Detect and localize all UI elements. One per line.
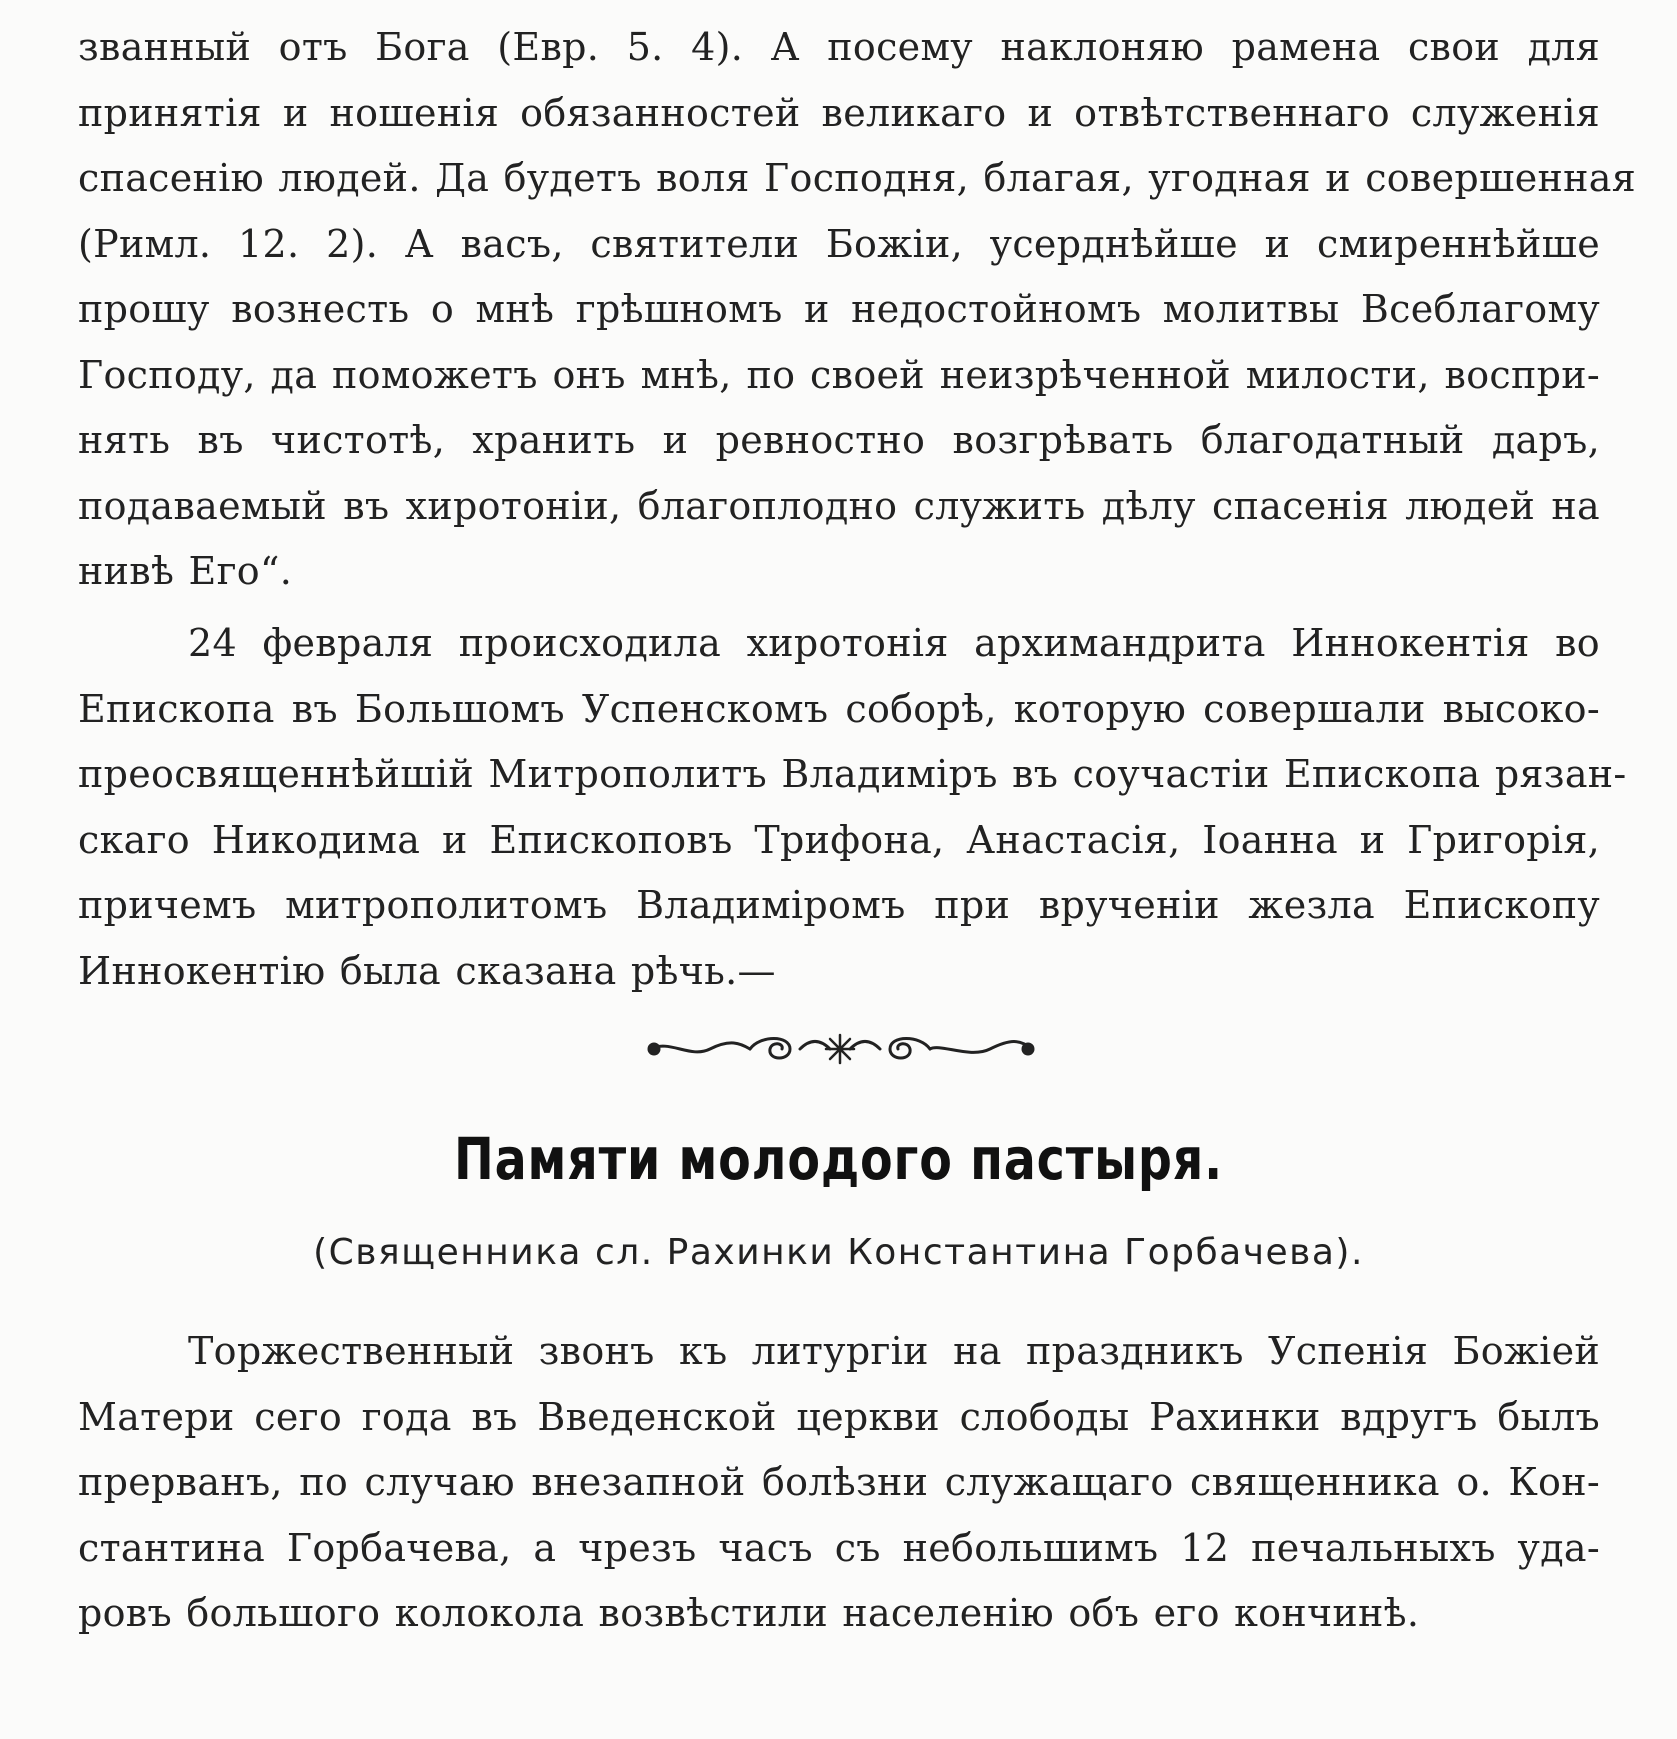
text-line: причемъ митрополитомъ Владиміромъ при врученіи жезла Епископу <box>78 883 1600 927</box>
article-subtitle: (Священника сл. Рахинки Константина Горбачева). <box>313 1232 1364 1273</box>
paragraph-article-body <box>78 1319 1600 1647</box>
text-line: Епископа въ Большомъ Успенскомъ соборѣ, которую совершали высоко- <box>78 686 1600 731</box>
text-line: 24 февраля происходила хиротонія архимандрита Иннокентія во <box>188 621 1600 665</box>
text-line: стантина Горбачева, а чрезъ часъ съ небольшимъ 12 печальныхъ уда- <box>78 1525 1600 1570</box>
text-line: нять въ чистотѣ, хранить и ревностно возгрѣвать благодатный даръ, <box>78 418 1600 462</box>
text-line: нивѣ Его“. <box>78 549 293 593</box>
text-line: званный отъ Бога (Евр. 5. 4). А посему наклоняю рамена свои для <box>78 25 1600 69</box>
text-line: скаго Никодима и Епископовъ Трифона, Анастасія, Іоанна и Григорія, <box>78 817 1600 862</box>
text-line: (Римл. 12. 2). А васъ, святители Божіи, усерднѣйше и смиреннѣйше <box>78 221 1600 266</box>
text-line: Торжественный звонъ къ литургіи на праздникъ Успенія Божіей <box>188 1329 1600 1373</box>
text-line: прерванъ, по случаю внезапной болѣзни служащаго священника о. Кон- <box>78 1460 1600 1504</box>
article-title: Памяти молодого пастыря. <box>453 1125 1224 1193</box>
text-line: преосвященнѣйшій Митрополитъ Владиміръ въ соучастіи Епископа рязан- <box>78 752 1627 796</box>
text-line: спасенію людей. Да будетъ воля Господня, благая, угодная и совершенная <box>78 156 1636 200</box>
text-line: прошу вознесть о мнѣ грѣшномъ и недостойномъ молитвы Всеблагому <box>78 287 1600 331</box>
paragraph-consecration <box>78 611 1627 1004</box>
text-line: Господу, да поможетъ онъ мнѣ, по своей неизрѣченной милости, воспри- <box>78 352 1600 397</box>
text-line: принятія и ношенія обязанностей великаго и отвѣтственнаго служенія <box>78 90 1600 135</box>
ornament-divider-icon <box>640 1025 1040 1071</box>
text-line: подаваемый въ хиротоніи, благоплодно служить дѣлу спасенія людей на <box>78 483 1600 528</box>
paragraph-continuation <box>78 15 1636 605</box>
text-line: ровъ большого колокола возвѣстили населенію объ его кончинѣ. <box>78 1591 1420 1635</box>
text-line: Иннокентію была сказана рѣчь.— <box>78 948 776 993</box>
text-line: Матери сего года въ Введенской церкви слободы Рахинки вдругъ былъ <box>78 1394 1600 1439</box>
